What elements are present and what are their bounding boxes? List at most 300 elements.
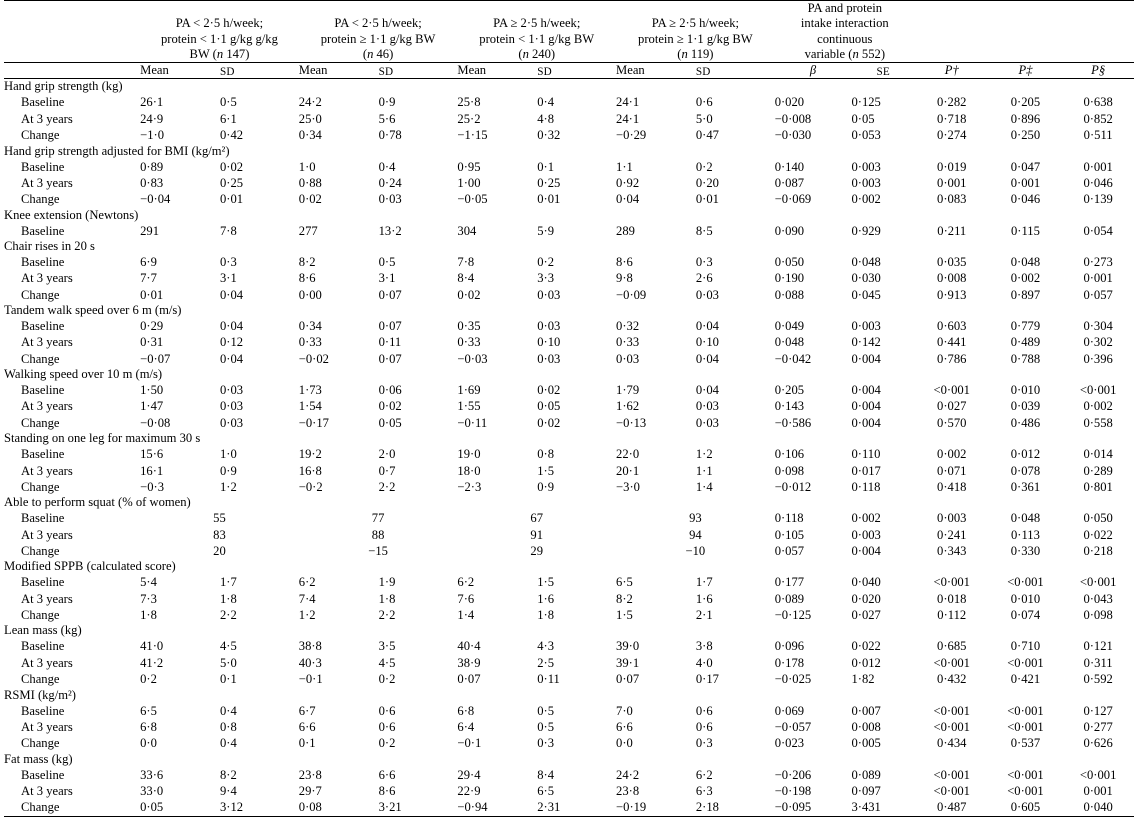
cell-6: 0·2 <box>537 254 555 269</box>
row-label: Change <box>21 543 60 558</box>
cell-2: 5·0 <box>219 655 237 670</box>
cell-6: 0·03 <box>537 287 561 302</box>
cell-1: 0·2 <box>140 672 157 687</box>
cell-1: 0·89 <box>140 159 164 174</box>
cell-3: 0·02 <box>298 192 322 207</box>
cell-13: 0·273 <box>1083 254 1113 269</box>
cell-stat-5: 0·022 <box>1083 527 1113 542</box>
cell-9: −0·069 <box>774 192 812 207</box>
cell-5: 8·4 <box>457 271 475 286</box>
cell-group-4: −10 <box>685 543 706 558</box>
cell-11: 0·211 <box>937 223 967 238</box>
cell-10: 0·003 <box>851 159 881 174</box>
cell-9: 0·023 <box>774 736 805 751</box>
header-sub-3: Mean <box>299 63 379 79</box>
cell-stat-3: 0·003 <box>937 511 967 526</box>
cell-12: 0·896 <box>1010 111 1041 126</box>
row-label: Baseline <box>21 767 65 782</box>
cell-13: 0·127 <box>1083 703 1113 718</box>
row-label: At 3 years <box>21 111 73 126</box>
cell-2: 3·12 <box>220 799 299 816</box>
table-row <box>4 719 1134 735</box>
row-label: Baseline <box>21 319 65 334</box>
cell-2: 7·8 <box>219 223 237 238</box>
cell-1: 41·0 <box>140 639 164 654</box>
cell-2: 0·03 <box>219 399 244 414</box>
cell-9: 0·069 <box>774 703 805 718</box>
cell-7: 0·04 <box>616 192 640 207</box>
cell-8: 4·0 <box>695 655 713 670</box>
section-label: Hand grip strength adjusted for BMI (kg/m²) <box>4 143 230 158</box>
cell-5: 1·4 <box>457 608 475 623</box>
row-label: Baseline <box>21 575 65 590</box>
cell-3: 7·4 <box>298 591 316 606</box>
cell-2: 8·2 <box>219 767 237 782</box>
cell-9: 0·020 <box>774 95 805 110</box>
cell-2: 0·42 <box>219 128 244 143</box>
cell-4: 0·05 <box>378 415 402 430</box>
cell-2: 3·1 <box>219 271 237 286</box>
cell-8: 6·3 <box>695 783 713 798</box>
cell-6: 0·8 <box>537 447 555 462</box>
cell-7: 8·2 <box>616 591 633 606</box>
cell-5: 304 <box>457 223 477 238</box>
cell-5: 6·8 <box>457 703 475 718</box>
header-sub-7: Mean <box>616 63 696 79</box>
cell-4: 0·78 <box>378 128 402 143</box>
cell-6: 3·3 <box>537 271 555 286</box>
row-label: Baseline <box>21 639 65 654</box>
cell-5: 25·8 <box>457 95 481 110</box>
table-row <box>4 638 1134 654</box>
cell-4: 2·0 <box>378 447 396 462</box>
cell-2: 0·03 <box>219 383 244 398</box>
section-label: Lean mass (kg) <box>4 623 82 638</box>
cell-8: 0·03 <box>695 287 719 302</box>
cell-4: 3·1 <box>378 271 396 286</box>
table-row <box>4 287 1134 303</box>
cell-7: 22·0 <box>616 447 640 462</box>
cell-3: 29·7 <box>298 783 322 798</box>
cell-5: 0·33 <box>457 335 481 350</box>
cell-8: 1·1 <box>695 463 713 478</box>
cell-1: −0·3 <box>140 479 165 494</box>
cell-12: 0·361 <box>1010 479 1041 494</box>
cell-5: −0·03 <box>457 351 488 366</box>
cell-10: 0·045 <box>851 287 881 302</box>
cell-5: 0·07 <box>457 672 481 687</box>
cell-4: 4·5 <box>378 655 396 670</box>
cell-group-1: 20 <box>213 543 226 558</box>
cell-7: 23·8 <box>616 783 640 798</box>
cell-4: 2·2 <box>378 608 396 623</box>
header-corner-cell <box>4 1 140 63</box>
cell-4: 0·03 <box>378 192 402 207</box>
cell-9: −0·042 <box>774 351 812 366</box>
cell-8: 3·8 <box>695 639 713 654</box>
cell-12: <0·001 <box>1007 703 1044 718</box>
cell-8: 0·2 <box>695 159 713 174</box>
table-row <box>4 446 1134 462</box>
cell-12: 0·537 <box>1010 736 1041 751</box>
cell-11: 0·071 <box>937 463 967 478</box>
cell-4: 0·9 <box>378 95 396 110</box>
cell-group-3: 67 <box>530 511 544 526</box>
cell-12: <0·001 <box>1007 575 1044 590</box>
cell-13: 0·304 <box>1083 319 1113 334</box>
cell-8: 6·2 <box>695 767 713 782</box>
cell-12: 0·046 <box>1010 192 1041 207</box>
row-label: At 3 years <box>21 591 73 606</box>
header-sub-2: SD <box>220 63 299 79</box>
cell-8: 0·6 <box>695 703 713 718</box>
cell-3: 277 <box>298 223 318 238</box>
cell-13: 0·098 <box>1083 608 1113 623</box>
cell-3: 6·6 <box>298 719 316 734</box>
cell-13: 0·001 <box>1083 271 1113 286</box>
header-group-4: PA ≥ 2·5 h/week; protein ≥ 1·1 g/kg BW (n 119) <box>616 1 775 63</box>
cell-10: 0·004 <box>851 383 881 398</box>
table-row <box>4 543 1134 559</box>
cell-10: 0·929 <box>851 223 881 238</box>
section-label: RSMI (kg/m²) <box>4 687 76 702</box>
cell-1: 7·7 <box>140 271 157 286</box>
cell-12: 0·048 <box>1010 254 1041 269</box>
cell-7: 0·92 <box>616 175 640 190</box>
cell-6: 0·11 <box>537 672 560 687</box>
cell-5: −0·1 <box>457 736 482 751</box>
row-label: Change <box>21 672 60 687</box>
cell-2: 1·2 <box>219 479 237 494</box>
cell-4: 0·6 <box>378 719 396 734</box>
table-row <box>4 351 1134 367</box>
cell-1: 0·29 <box>140 319 164 334</box>
section-label: Modified SPPB (calculated score) <box>4 559 176 574</box>
cell-3: 0·08 <box>299 799 379 816</box>
cell-3: −0·17 <box>298 415 329 430</box>
row-label: Change <box>21 736 60 751</box>
cell-3: 25·0 <box>298 111 322 126</box>
cell-12: 0·788 <box>1010 351 1041 366</box>
cell-11: 0·434 <box>937 736 967 751</box>
cell-5: 29·4 <box>457 767 481 782</box>
cell-4: 0·11 <box>378 335 402 350</box>
cell-2: 0·02 <box>219 159 244 174</box>
cell-8: 2·18 <box>696 799 775 816</box>
row-label: Change <box>21 608 60 623</box>
cell-8: 0·20 <box>695 175 719 190</box>
section-label: Hand grip strength (kg) <box>4 79 1134 95</box>
cell-13: 0·558 <box>1083 415 1113 430</box>
row-label: Baseline <box>21 383 65 398</box>
cell-7: 1·5 <box>616 608 633 623</box>
cell-1: −0·08 <box>140 415 171 430</box>
cell-9: 0·049 <box>774 319 805 334</box>
cell-6: 8·4 <box>537 767 555 782</box>
cell-11: 0·603 <box>937 319 967 334</box>
cell-12: <0·001 <box>1007 783 1044 798</box>
cell-stat-2: 0·002 <box>851 511 881 526</box>
cell-10: 0·005 <box>851 736 881 751</box>
cell-11: 0·019 <box>937 159 967 174</box>
cell-4: 3·5 <box>378 639 396 654</box>
header-group-3: PA ≥ 2·5 h/week; protein < 1·1 g/kg BW (n 240) <box>457 1 616 63</box>
cell-3: 1·2 <box>298 608 316 623</box>
cell-11: 0·112 <box>937 608 967 623</box>
row-label: Baseline <box>21 703 65 718</box>
cell-2: 0·9 <box>219 463 237 478</box>
table-row <box>4 270 1134 286</box>
cell-13: 0·592 <box>1083 672 1113 687</box>
header-sub-13: P§ <box>1062 63 1134 79</box>
cell-4: 0·07 <box>378 319 402 334</box>
results-table <box>4 0 1134 817</box>
table-row <box>4 382 1134 398</box>
cell-6: 1·6 <box>537 591 555 606</box>
cell-3: −0·1 <box>298 672 323 687</box>
row-label: Baseline <box>21 223 65 238</box>
cell-4: 1·8 <box>378 591 396 606</box>
cell-9: 0·050 <box>774 254 805 269</box>
cell-10: 0·012 <box>851 655 881 670</box>
cell-11: <0·001 <box>933 383 970 398</box>
cell-11: <0·001 <box>933 575 970 590</box>
table-row <box>4 318 1134 334</box>
cell-6: 0·02 <box>537 415 561 430</box>
cell-11: <0·001 <box>933 703 970 718</box>
row-label: Baseline <box>21 159 65 174</box>
cell-7: 0·0 <box>616 736 633 751</box>
row-label: At 3 years <box>21 527 73 542</box>
table-row <box>4 334 1134 350</box>
cell-3: 6·7 <box>298 703 316 718</box>
cell-3: −0·02 <box>298 351 329 366</box>
cell-7: 1·79 <box>616 383 640 398</box>
cell-group-2: −15 <box>368 543 388 558</box>
cell-4: 6·6 <box>378 767 396 782</box>
cell-9: −0·198 <box>774 783 812 798</box>
cell-6: 0·32 <box>537 128 561 143</box>
cell-9: −0·206 <box>774 767 812 782</box>
section-row <box>4 208 1134 223</box>
cell-group-1: 83 <box>213 527 226 542</box>
cell-12: 0·002 <box>1010 271 1041 286</box>
cell-3: 0·33 <box>298 335 322 350</box>
cell-11: 0·018 <box>937 591 967 606</box>
table-row <box>4 223 1134 239</box>
cell-8: 8·5 <box>695 223 713 238</box>
table-row <box>4 607 1134 623</box>
cell-8: 0·47 <box>695 128 719 143</box>
cell-2: 1·0 <box>219 447 237 462</box>
cell-11: 0·418 <box>937 479 967 494</box>
cell-9: 0·090 <box>774 223 805 238</box>
table-row <box>4 591 1134 607</box>
cell-12: 0·001 <box>1010 175 1041 190</box>
cell-8: 0·6 <box>695 95 713 110</box>
cell-9: −0·030 <box>774 128 812 143</box>
cell-10: 0·003 <box>851 319 881 334</box>
cell-9: −0·057 <box>774 719 812 734</box>
cell-stat-5: 0·050 <box>1083 511 1113 526</box>
cell-13: 0·638 <box>1083 95 1113 110</box>
cell-stat-4: 0·330 <box>1010 543 1041 558</box>
cell-9: 0·143 <box>774 399 805 414</box>
cell-12: 0·489 <box>1010 335 1041 350</box>
cell-stat-1: 0·118 <box>774 511 804 526</box>
cell-3: −0·2 <box>298 479 323 494</box>
cell-1: 41·2 <box>140 655 164 670</box>
cell-5: 0·35 <box>457 319 481 334</box>
table-row <box>4 127 1134 143</box>
cell-4: 0·7 <box>378 463 396 478</box>
cell-11: 0·913 <box>937 287 967 302</box>
cell-7: 0·03 <box>616 351 640 366</box>
cell-1: 7·3 <box>140 591 157 606</box>
cell-11: 0·002 <box>937 447 967 462</box>
cell-6: 1·5 <box>537 575 555 590</box>
cell-13: <0·001 <box>1079 575 1117 590</box>
cell-1: 24·9 <box>140 111 164 126</box>
header-sub-8: SD <box>696 63 775 79</box>
table-row <box>4 415 1134 431</box>
cell-7: 289 <box>616 223 635 238</box>
cell-10: 0·027 <box>851 608 881 623</box>
cell-2: 0·04 <box>219 287 244 302</box>
cell-6: 0·5 <box>537 703 555 718</box>
cell-2: 0·03 <box>219 415 244 430</box>
cell-group-2: 77 <box>371 511 385 526</box>
cell-9: 0·177 <box>774 575 805 590</box>
cell-1: −1·0 <box>140 128 165 143</box>
cell-6: 0·10 <box>537 335 561 350</box>
cell-4: 2·2 <box>378 479 396 494</box>
cell-13: 0·043 <box>1083 591 1113 606</box>
cell-6: 4·3 <box>537 639 555 654</box>
header-group-1: PA < 2·5 h/week; protein < 1·1 g/kg g/kg BW (n 147) <box>140 1 299 63</box>
cell-12: 0·421 <box>1010 672 1041 687</box>
cell-5: 6·4 <box>457 719 475 734</box>
cell-13: 0·014 <box>1083 447 1113 462</box>
cell-6: 4·8 <box>537 111 555 126</box>
header-sub-corner <box>4 63 140 79</box>
cell-8: 0·03 <box>695 415 719 430</box>
table-row <box>4 254 1134 270</box>
cell-2: 0·25 <box>219 175 244 190</box>
cell-5: −1·15 <box>457 128 488 143</box>
cell-12: 0·605 <box>989 799 1063 816</box>
cell-4: 0·02 <box>378 399 402 414</box>
cell-5: 25·2 <box>457 111 481 126</box>
cell-13: 0·139 <box>1083 192 1113 207</box>
cell-8: 0·04 <box>695 383 719 398</box>
cell-4: 5·6 <box>378 111 396 126</box>
cell-6: 5·9 <box>537 223 555 238</box>
cell-9: 0·089 <box>774 591 805 606</box>
cell-3: 0·00 <box>298 287 322 302</box>
row-label: Baseline <box>21 254 65 269</box>
cell-2: 2·2 <box>219 608 237 623</box>
cell-7: −0·29 <box>616 128 647 143</box>
cell-3: 1·54 <box>298 399 322 414</box>
cell-11: <0·001 <box>933 783 970 798</box>
cell-6: 0·03 <box>537 351 561 366</box>
cell-6: 0·4 <box>537 95 555 110</box>
cell-2: 0·8 <box>219 719 237 734</box>
cell-10: 0·007 <box>851 703 881 718</box>
cell-8: 2·6 <box>695 271 713 286</box>
cell-1: 0·05 <box>140 799 220 816</box>
cell-9: 0·087 <box>774 175 805 190</box>
section-row <box>4 559 1134 574</box>
header-sub-4: SD <box>379 63 458 79</box>
cell-10: 0·05 <box>851 111 875 126</box>
table-row <box>4 159 1134 175</box>
table-row <box>4 398 1134 414</box>
table-row <box>4 783 1134 799</box>
cell-2: 9·4 <box>219 783 237 798</box>
cell-11: <0·001 <box>933 767 970 782</box>
cell-4: 0·6 <box>378 703 396 718</box>
cell-13: 0·311 <box>1083 655 1113 670</box>
cell-10: 0·002 <box>851 192 881 207</box>
cell-12: 0·012 <box>1010 447 1041 462</box>
cell-9: −0·025 <box>774 672 812 687</box>
cell-4: 8·6 <box>378 783 396 798</box>
section-row <box>4 303 1134 318</box>
cell-7: 7·0 <box>616 703 633 718</box>
section-label: Knee extension (Newtons) <box>4 207 139 222</box>
table-row <box>4 703 1134 719</box>
cell-stat-1: 0·105 <box>774 527 805 542</box>
cell-11: <0·001 <box>933 719 970 734</box>
section-label: Standing on one leg for maximum 30 s <box>4 431 201 446</box>
header-sub-11: P† <box>915 63 989 79</box>
table-row <box>4 799 1134 816</box>
row-label: At 3 years <box>21 783 73 798</box>
cell-6: 0·3 <box>537 736 555 751</box>
cell-13: 0·001 <box>1083 159 1113 174</box>
cell-9: 0·088 <box>774 287 805 302</box>
cell-4: 0·07 <box>378 351 402 366</box>
cell-3: 40·3 <box>298 655 322 670</box>
row-label: Baseline <box>21 95 65 110</box>
cell-11: 0·432 <box>937 672 967 687</box>
cell-7: 0·33 <box>616 335 640 350</box>
cell-11: <0·001 <box>933 655 970 670</box>
table-row <box>4 175 1134 191</box>
cell-1: −0·07 <box>140 351 171 366</box>
cell-9: 0·178 <box>774 655 805 670</box>
cell-7: 6·6 <box>616 719 633 734</box>
table-row <box>4 463 1134 479</box>
cell-11: 0·786 <box>937 351 967 366</box>
cell-10: 0·004 <box>851 351 881 366</box>
cell-8: 1·2 <box>695 447 713 462</box>
cell-2: 1·8 <box>219 591 237 606</box>
cell-12: 0·010 <box>1010 591 1041 606</box>
cell-6: 6·5 <box>537 783 555 798</box>
section-label: Fat mass (kg) <box>4 751 73 766</box>
cell-13: 0·511 <box>1083 128 1113 143</box>
cell-12: 0·205 <box>1010 95 1041 110</box>
cell-11: 0·685 <box>937 639 967 654</box>
cell-4: 13·2 <box>378 223 402 238</box>
cell-10: 1·82 <box>851 672 875 687</box>
cell-8: 0·01 <box>695 192 719 207</box>
cell-8: 5·0 <box>695 111 713 126</box>
cell-11: 0·008 <box>937 271 967 286</box>
